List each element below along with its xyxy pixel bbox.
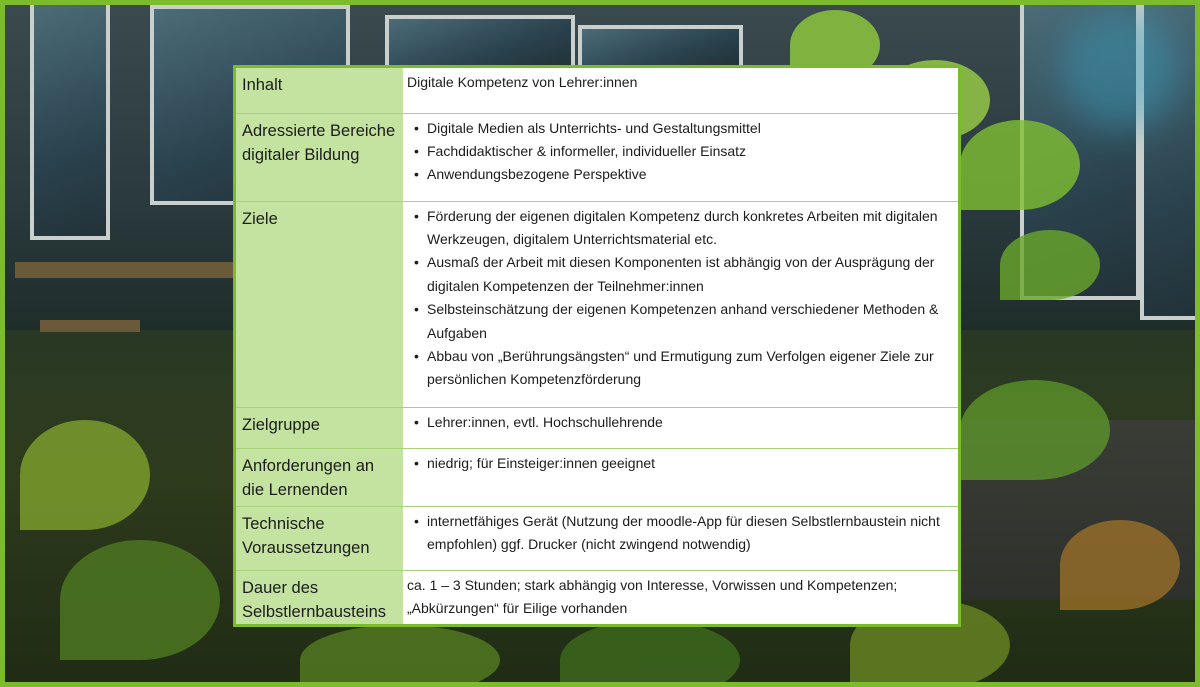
- table-row-anforderungen: [236, 448, 958, 506]
- leaf: [20, 420, 150, 530]
- table-row-inhalt: [236, 68, 958, 113]
- row-label: Ziele: [236, 201, 403, 407]
- list-item: • Selbsteinschätzung der eigenen Kompetenzen anhand verschiedener Methoden & Aufgaben: [427, 298, 952, 345]
- list-item: • Lehrer:innen, evtl. Hochschullehrende: [427, 411, 952, 434]
- bullet-list: [407, 205, 952, 392]
- bullet-list: [407, 411, 952, 434]
- list-item: • internetfähiges Gerät (Nutzung der moodle-App für diesen Selbstlernbaustein nicht empfohlen) ggf. Drucker (nicht zwingend notwendig): [427, 510, 952, 557]
- info-table: [233, 65, 961, 627]
- leaf: [960, 120, 1080, 210]
- table-row-zielgruppe: [236, 407, 958, 448]
- bench-seat: [40, 320, 140, 332]
- list-item: • Abbau von „Berührungsängsten“ und Ermutigung zum Verfolgen eigener Ziele zur persönlichen Kompetenzförderung: [427, 345, 952, 392]
- row-value: [403, 448, 958, 506]
- row-label: Anforderungen an die Lernenden: [236, 448, 403, 506]
- row-value: [403, 506, 958, 570]
- row-label: Zielgruppe: [236, 407, 403, 448]
- list-item: • niedrig; für Einsteiger:innen geeignet: [427, 452, 952, 475]
- course-overview-table: [236, 68, 958, 624]
- leaf: [300, 625, 500, 687]
- table-row-technik: [236, 506, 958, 570]
- table-row-ziele: [236, 201, 958, 407]
- window-light: [1060, 10, 1180, 130]
- row-value: Digitale Kompetenz von Lehrer:innen: [403, 68, 958, 113]
- row-label: Dauer des Selbstlernbausteins: [236, 570, 403, 624]
- row-value: ca. 1 – 3 Stunden; stark abhängig von Interesse, Vorwissen und Kompetenzen; „Abkürzungen“ für Eilige vorhanden: [403, 570, 958, 624]
- bullet-list: [407, 510, 952, 557]
- window-pane: [30, 0, 110, 240]
- window-pane: [578, 25, 743, 70]
- bullet-list: [407, 117, 952, 187]
- leaf: [1000, 230, 1100, 300]
- list-item: • Anwendungsbezogene Perspektive: [427, 163, 952, 186]
- bullet-list: [407, 452, 952, 475]
- leaf: [960, 380, 1110, 480]
- list-item: • Förderung der eigenen digitalen Kompetenz durch konkretes Arbeiten mit digitalen Werkzeugen, digitalem Unterrichtsmaterial etc.: [427, 205, 952, 252]
- table-row-dauer: [236, 570, 958, 624]
- row-label: Inhalt: [236, 68, 403, 113]
- leaf: [560, 620, 740, 687]
- row-label: Technische Voraussetzungen: [236, 506, 403, 570]
- table-row-bereiche: [236, 113, 958, 201]
- row-value: [403, 113, 958, 201]
- leaf: [1060, 520, 1180, 610]
- row-value: [403, 201, 958, 407]
- bench-top: [15, 262, 235, 278]
- list-item: • Fachdidaktischer & informeller, individueller Einsatz: [427, 140, 952, 163]
- window-pane: [385, 15, 575, 70]
- list-item: • Ausmaß der Arbeit mit diesen Komponenten ist abhängig von der Ausprägung der digitalen Kompetenzen der Teilnehmer:innen: [427, 251, 952, 298]
- list-item: • Digitale Medien als Unterrichts- und Gestaltungsmittel: [427, 117, 952, 140]
- row-label: Adressierte Bereiche digitaler Bildung: [236, 113, 403, 201]
- row-value: [403, 407, 958, 448]
- leaf: [60, 540, 220, 660]
